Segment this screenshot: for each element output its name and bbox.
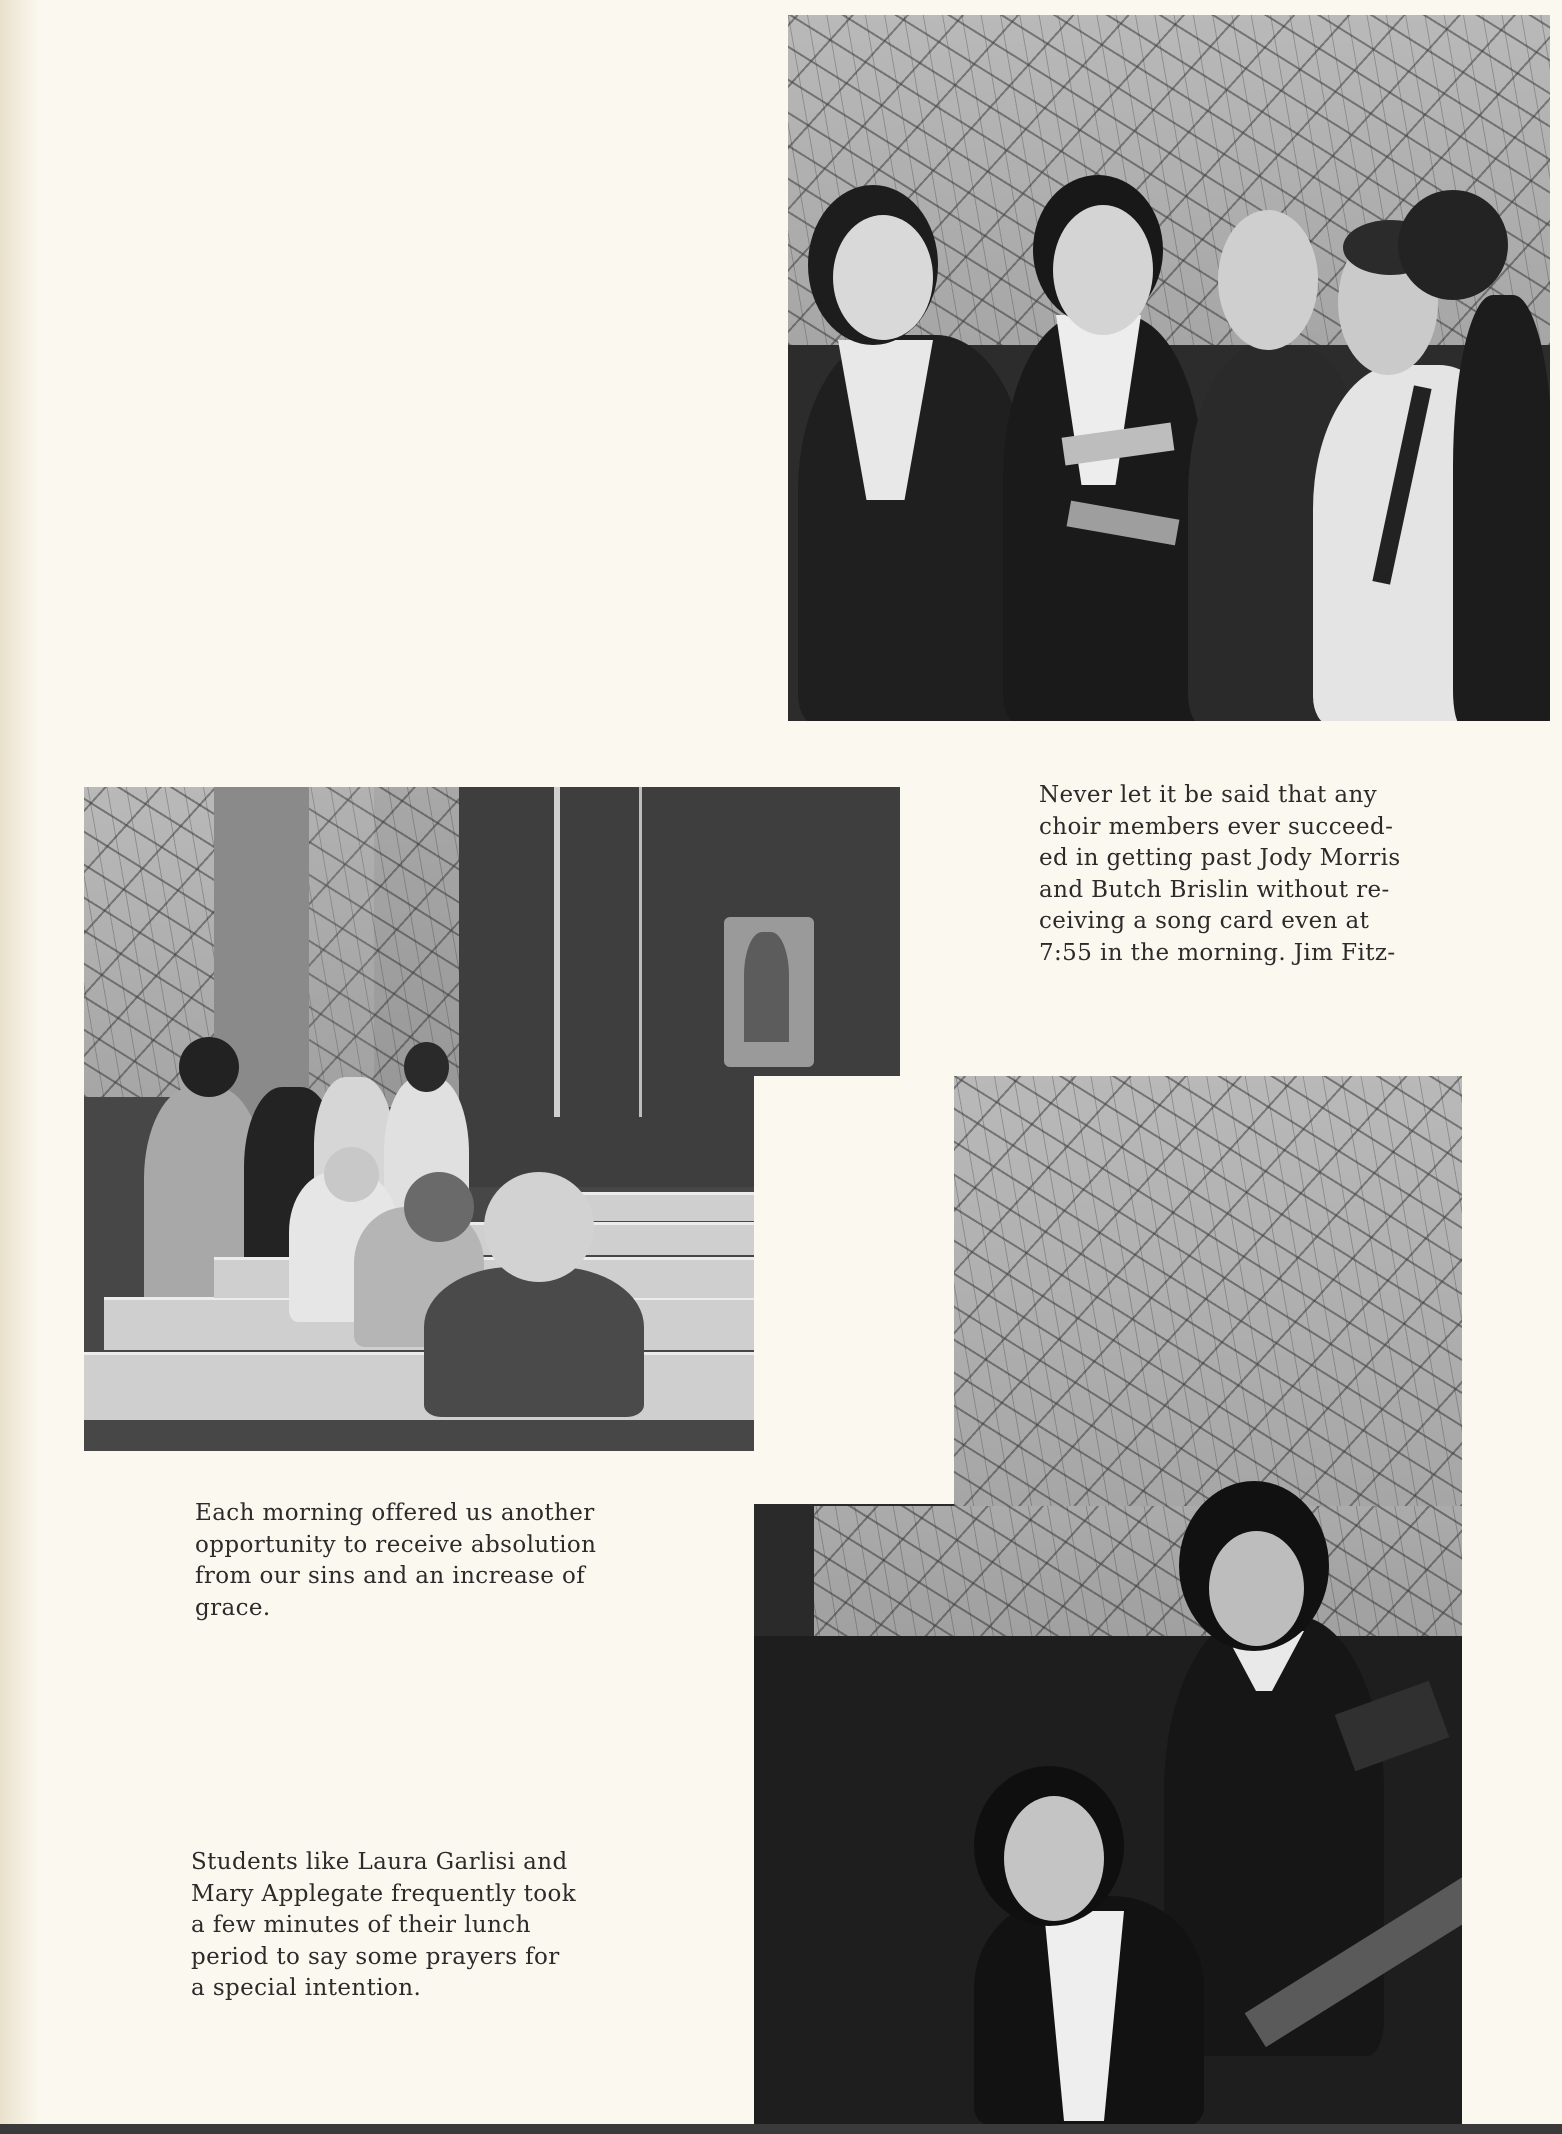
caption-prayers [191,1847,576,2005]
caption-choir-song-cards [1039,780,1401,969]
caption-line: a special intention. [191,1975,422,2001]
caption-line: from our sins and an increase of [195,1563,586,1589]
caption-line: ceiving a song card even at [1039,908,1370,934]
caption-line: Never let it be said that any [1039,782,1378,808]
caption-line: 7:55 in the morning. Jim Fitz- [1039,939,1396,966]
caption-line: period to say some prayers for [191,1943,560,1970]
page-edge [0,0,40,2134]
page-bottom-edge [0,2124,1562,2134]
photo-choir-song-cards [788,15,1550,721]
caption-line: and Butch Brislin without re- [1039,876,1390,903]
caption-line: ed in getting past Jody Morris [1039,845,1401,871]
caption-line: Each morning offered us another [195,1500,595,1526]
photo-students-praying [754,1076,1462,2124]
caption-line: opportunity to receive absolution [195,1531,597,1558]
caption-line: Students like Laura Garlisi and [191,1849,568,1875]
caption-line: Mary Applegate frequently took [191,1880,577,1907]
caption-line: grace. [195,1594,271,1621]
caption-absolution [195,1498,596,1624]
caption-line: a few minutes of their lunch [191,1912,531,1938]
caption-line: choir members ever succeed- [1039,813,1394,840]
